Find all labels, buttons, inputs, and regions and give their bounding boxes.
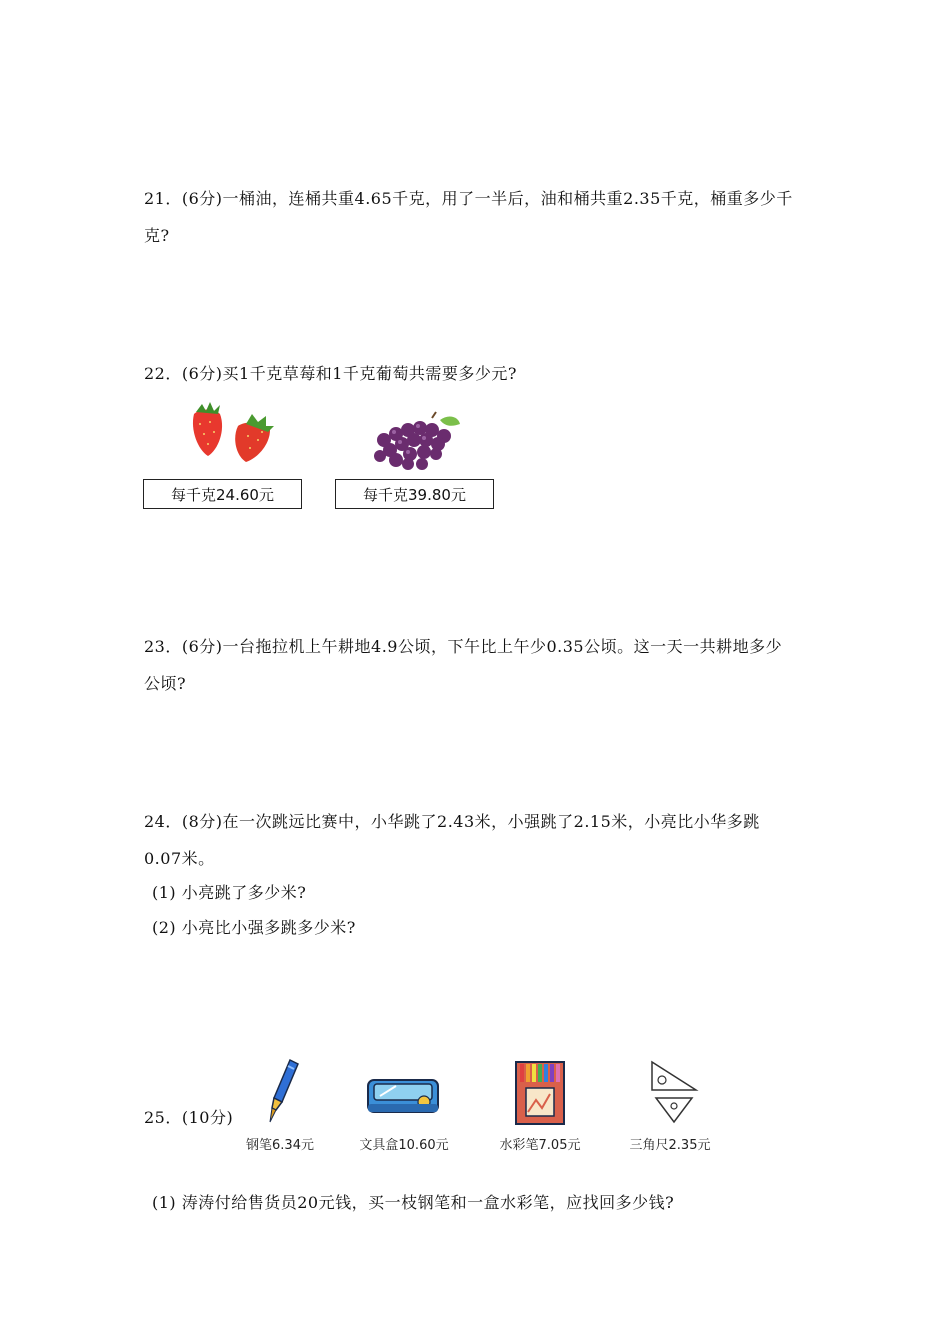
q25-sub-question-1: (1) 涛涛付给售货员20元钱，买一枝钢笔和一盒水彩笔，应找回多少钱? bbox=[152, 1193, 675, 1212]
strawberry-price-box: 每千克24.60元 bbox=[143, 479, 302, 509]
item-set-square bbox=[628, 1058, 712, 1154]
pencil-case-price-label: 文具盒10.60元 bbox=[359, 1138, 449, 1153]
q25-label: 25．(10分) bbox=[144, 1108, 234, 1127]
grape-price-box: 每千克39.80元 bbox=[335, 479, 494, 509]
pencil-case-icon bbox=[366, 1076, 440, 1116]
set-square-icon bbox=[648, 1060, 700, 1126]
q24-sub-question-1: (1) 小亮跳了多少米? bbox=[152, 883, 307, 902]
q24-sub-question-2: (2) 小亮比小强多跳多少米? bbox=[152, 918, 356, 937]
q23-line-2: 公顷? bbox=[144, 674, 187, 693]
watercolor-pens-icon bbox=[514, 1060, 566, 1126]
q22-line-1: 22．(6分)买1千克草莓和1千克葡萄共需要多少元? bbox=[144, 364, 517, 383]
item-pen bbox=[246, 1058, 314, 1154]
item-pencil-case bbox=[359, 1058, 449, 1154]
q24-line-2: 0.07米。 bbox=[144, 849, 215, 868]
q23-line-1: 23．(6分)一台拖拉机上午耕地4.9公顷，下午比上午少0.35公顷。这一天一共耕地多少 bbox=[144, 637, 783, 656]
item-watercolor-pens bbox=[500, 1058, 580, 1154]
q21-line-2: 克? bbox=[144, 226, 170, 245]
q24-line-1: 24．(8分)在一次跳远比赛中，小华跳了2.43米，小强跳了2.15米，小亮比小华多跳 bbox=[144, 812, 760, 831]
set-square-price-label: 三角尺2.35元 bbox=[629, 1138, 711, 1153]
pen-price-label: 钢笔6.34元 bbox=[246, 1138, 314, 1153]
watercolor-pens-price-label: 水彩笔7.05元 bbox=[499, 1138, 581, 1153]
strawberry-icon bbox=[186, 400, 282, 466]
grape-icon bbox=[370, 410, 462, 472]
q21-line-1: 21．(6分)一桶油，连桶共重4.65千克，用了一半后，油和桶共重2.35千克，桶重多少千 bbox=[144, 189, 793, 208]
pen-icon bbox=[262, 1058, 302, 1124]
